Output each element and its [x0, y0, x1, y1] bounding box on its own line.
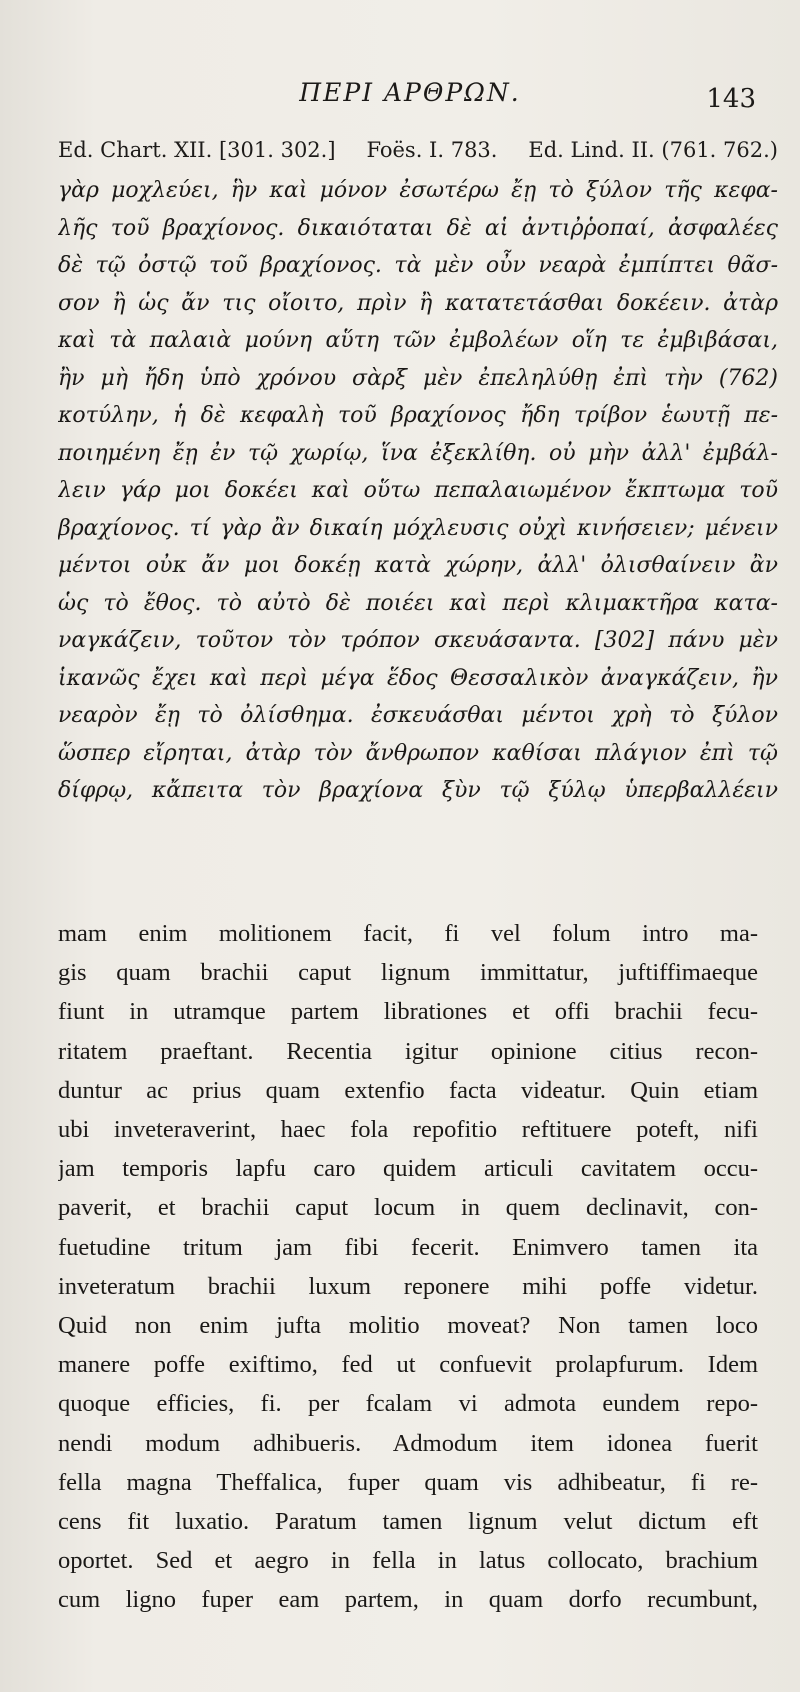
latin-text-line: mam enim molitionem facit, fi vel folum intro ma- — [58, 920, 758, 947]
latin-text-line: fella magna Theffalica, fuper quam vis adhibeatur, fi re- — [58, 1468, 758, 1496]
greek-text-line: ναγκάζειν, τοῦτον τὸν τρόπον σκευάσαντα. [302] πάνυ μὲν — [58, 628, 778, 653]
latin-text-line: gis quam brachii caput lignum immittatur, juftiffimaeque — [58, 959, 758, 987]
latin-text-line: manere poffe exiftimo, fed ut confuevit prolapfurum. Idem — [58, 1351, 758, 1379]
greek-text-line: νεαρὸν ἔῃ τὸ ὀλίσθημα. ἐσκευάσθαι μέντοι χρὴ τὸ ξύλον — [58, 703, 778, 728]
greek-text-line: ἱκανῶς ἔχει καὶ περὶ μέγα ἕδος Θεσσαλικὸν ἀναγκάζειν, ἢν — [58, 665, 778, 691]
running-head — [60, 72, 760, 112]
page-number: 143 — [706, 84, 756, 114]
latin-text-line: cens fit luxatio. Paratum tamen lignum velut dictum eft — [58, 1508, 758, 1536]
greek-text-line: καὶ τὰ παλαιὰ μούνη αὕτη τῶν ἐμβολέων οἵη τε ἐμβιβάσαι, — [58, 328, 778, 353]
latin-text-line: quoque efficies, fi. per fcalam vi admota eundem repo- — [58, 1390, 758, 1418]
greek-text-line: μέντοι οὐκ ἄν μοι δοκέῃ κατὰ χώρην, ἀλλ' ὀλισθαίνειν ἂν — [58, 553, 778, 578]
edition-lind-ref: Ed. Lind. II. (761. 762.) — [528, 138, 778, 162]
latin-text-line: ubi inveteraverint, haec fola repofitio reftituere poteft, nifi — [58, 1116, 758, 1144]
greek-text-block — [58, 172, 778, 810]
greek-text-line: ἢν μὴ ἤδη ὑπὸ χρόνου σὰρξ μὲν ἐπεληλύθῃ ἐπὶ τὴν (762) — [58, 365, 778, 391]
greek-text-line: δὲ τῷ ὀστῷ τοῦ βραχίονος. τὰ μὲν οὖν νεαρὰ ἐμπίπτει θᾶσ- — [58, 253, 778, 278]
latin-text-line: inveteratum brachii luxum reponere mihi poffe videtur. — [58, 1272, 758, 1300]
latin-translation-block — [58, 914, 758, 1620]
latin-text-line: fiunt in utramque partem librationes et offi brachii fecu- — [58, 998, 758, 1026]
greek-text-line: δίφρῳ, κἄπειτα τὸν βραχίονα ξὺν τῷ ξύλῳ ὑπερβαλλέειν — [58, 778, 778, 803]
greek-text-line: γὰρ μοχλεύει, ἣν καὶ μόνον ἐσωτέρω ἔῃ τὸ ξύλον τῆς κεφα- — [58, 178, 778, 203]
edition-chart-ref: Ed. Chart. XII. [301. 302.] — [58, 138, 336, 162]
greek-text-line: βραχίονος. τί γὰρ ἂν δικαίη μόχλευσις οὐχὶ κινήσειεν; μένειν — [58, 515, 778, 541]
latin-text-line: paverit, et brachii caput locum in quem declinavit, con- — [58, 1194, 758, 1222]
greek-text-line: λῆς τοῦ βραχίονος. δικαιόταται δὲ αἱ ἀντιῤῥοπαί, ἀσφαλέες — [58, 215, 778, 241]
greek-text-line: λειν γάρ μοι δοκέει καὶ οὕτω πεπαλαιωμένον ἔκπτωμα τοῦ — [58, 478, 778, 503]
latin-text-line: Quid non enim jufta molitio moveat? Non tamen loco — [58, 1312, 758, 1340]
greek-text-line: σον ἢ ὡς ἄν τις οἴοιτο, πρὶν ἢ κατατετάσθαι δοκέειν. ἀτὰρ — [58, 290, 778, 316]
latin-text-line: ritatem praeftant. Recentia igitur opinione citius recon- — [58, 1037, 758, 1065]
latin-text-line: oportet. Sed et aegro in fella in latus collocato, brachium — [58, 1547, 758, 1575]
latin-text-line: duntur ac prius quam extenfio facta videatur. Quin etiam — [58, 1076, 758, 1104]
greek-text-line: ὡς τὸ ἔθος. τὸ αὐτὸ δὲ ποιέει καὶ περὶ κλιμακτῆρα κατα- — [58, 590, 778, 616]
greek-text-line: ὥσπερ εἴρηται, ἀτὰρ τὸν ἄνθρωπον καθίσαι πλάγιον ἐπὶ τῷ — [58, 740, 778, 766]
greek-text-line: κοτύλην, ἡ δὲ κεφαλὴ τοῦ βραχίονος ἤδη τρίβον ἑωυτῇ πε- — [58, 403, 778, 428]
greek-text-line: ποιημένη ἔῃ ἐν τῷ χωρίῳ, ἵνα ἐξεκλίθη. οὐ μὴν ἀλλ' ἐμβάλ- — [58, 440, 778, 466]
latin-text-line: jam temporis lapfu caro quidem articuli cavitatem occu- — [58, 1155, 758, 1183]
latin-text-line: fuetudine tritum jam fibi fecerit. Enimvero tamen ita — [58, 1233, 758, 1261]
latin-text-line: nendi modum adhibueris. Admodum item idonea fuerit — [58, 1429, 758, 1457]
edition-reference-line — [58, 138, 778, 162]
edition-foes-ref: Foës. I. 783. — [366, 138, 498, 162]
running-head-title: ΠΕΡΙ ΑΡΘΡΩΝ. — [299, 78, 521, 107]
latin-text-line: cum ligno fuper eam partem, in quam dorfo recumbunt, — [58, 1586, 758, 1614]
